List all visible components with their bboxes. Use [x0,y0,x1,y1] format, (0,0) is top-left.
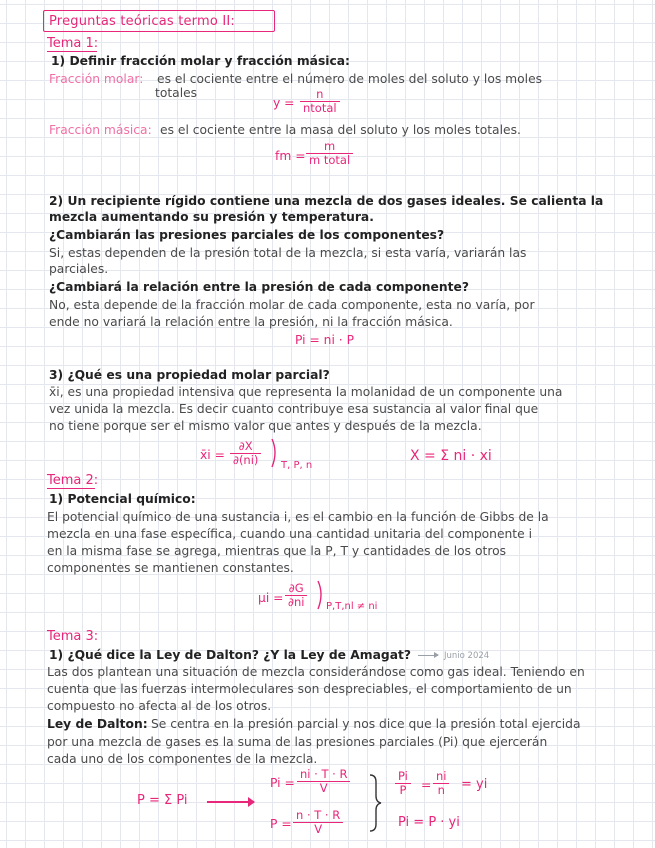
tema1-underline [47,51,97,52]
q3-formula-lhs: x̄i = [200,448,225,462]
q2-ans2-line2: ende no variará la relación entre la presión, ni la fracción másica. [49,315,453,329]
masica-label: Fracción másica: [49,123,152,137]
tema3-ans-line3: compuesto no afecta al de los otros. [47,699,272,713]
f-final: Pi = P · yi [398,815,460,830]
f-p-num: n · T · R [296,808,341,822]
q3-formula-paren [271,438,279,468]
q3-formula-sub: T, P, n [281,460,313,471]
tema2-formula-sub: P,T,nl ≠ ni [326,601,378,612]
tema2-ans-line3: en la misma fase se agrega, mientras que la P, T y cantidades de los otros [47,544,507,558]
dalton-line3: cada uno de los componentes de la mezcla. [47,752,318,766]
right-brace-icon [368,774,382,832]
tema2-formula-den: ∂ni [285,595,307,609]
tema3-label: Tema 3: [47,629,99,644]
tema2-formula-num: ∂G [288,581,304,595]
masica-formula-lhs: fm = [275,149,306,163]
q2-ans1-line2: parciales. [49,262,109,276]
masica-formula-num: m [323,139,336,153]
masica-def: es el cociente entre la masa del soluto y los moles totales. [160,123,521,137]
tema2-underline [47,488,95,489]
q3-formula-den: ∂(ni) [230,453,261,467]
molar-def-line2: totales [155,86,198,100]
page-title: Preguntas teóricas termo II: [43,10,275,32]
q2-heading-line2: mezcla aumentando su presión y temperatura. [49,210,374,224]
f-p-lhs: P = [270,817,292,831]
tema2-label: Tema 2: [47,473,99,488]
tema1-q1-heading: 1) Definir fracción molar y fracción másica: [51,54,350,68]
q3-ans-line3: no tiene porque ser el mismo valor que antes y después de la mezcla. [49,419,482,433]
dalton-line2: por una mezcla de gases es la suma de las presiones parciales (Pi) que ejercerán [47,735,548,749]
f-pi-lhs: Pi = [270,776,295,790]
f-ratio-fraction [395,770,411,797]
q3-formula2: X = Σ ni · xi [410,448,492,464]
f-ratio-result: = yi [461,777,488,792]
note-arrow-icon [418,655,438,656]
f-ratio-num: Pi [398,769,408,783]
f-ratio2-num: ni [436,769,447,783]
masica-formula-den: m total [306,153,353,167]
tema2-ans-line4: componentes se mantienen constantes. [47,561,294,575]
tema1-label: Tema 1: [47,36,99,51]
f-ratio-den: P [395,783,411,797]
f-pi-num: ni · T · R [300,767,348,781]
q2-heading-line1: 2) Un recipiente rígido contiene una mezcla de dos gases ideales. Se calienta la [49,194,604,208]
q3-formula-num: ∂X [238,439,253,453]
q3-ans-line2: vez unida la mezcla. Es decir cuanto contribuye esa sustancia al valor final que [49,402,539,416]
molar-formula-den: ntotal [300,101,340,115]
q2-ans1-line1: Si, estas dependen de la presión total de la mezcla, si esta varía, variarán las [49,246,527,260]
q2-formula: Pi = ni · P [295,333,355,347]
tema2-formula-lhs: μi = [258,591,284,605]
q2-sub2: ¿Cambiará la relación entre la presión de cada componente? [49,280,469,294]
tema2-formula-fraction [285,582,307,609]
f-pi-den: V [297,781,350,795]
tema3-note: Junio 2024 [444,651,490,661]
masica-formula-fraction [306,140,353,167]
q2-sub1: ¿Cambiarán las presiones parciales de los componentes? [49,228,445,242]
tema3-ans-line2: cuenta que las fuerzas intermoleculares son despreciables, el comportamiento de un [47,682,572,696]
arrow-icon [207,801,254,803]
molar-def-line1: es el cociente entre el número de moles del soluto y los moles [157,72,543,86]
tema2-q1-heading: 1) Potencial químico: [49,492,196,506]
f-p-fraction [293,809,343,836]
f-ratio2-fraction [433,770,449,797]
dalton-label: Ley de Dalton: [47,717,148,731]
tema2-ans-line1: El potencial químico de una sustancia i, es el cambio en la función de Gibbs de la [47,510,549,524]
q3-formula-fraction [230,440,261,467]
f-p-den: V [293,822,343,836]
f-ratio2-den: n [433,783,449,797]
dalton-line1: Se centra en la presión parcial y nos dice que la presión total ejercida [151,717,581,731]
molar-formula-fraction [300,88,340,115]
molar-formula-lhs: y = [273,96,295,110]
q3-ans-line1: x̄i, es una propiedad intensiva que representa la molanidad de un componente una [49,385,563,399]
tema2-ans-line2: mezcla en una fase específica, cuando una cantidad unitaria del componente i [47,527,533,541]
f-ratio-eq: = [421,778,432,792]
molar-label: Fracción molar: [49,72,144,86]
f-sum: P = Σ Pi [137,793,188,808]
f-pi-fraction [297,768,350,795]
tema3-ans-line1: Las dos plantean una situación de mezcla considerándose como gas ideal. Teniendo en [47,665,585,679]
molar-formula-num: n [316,87,324,101]
q3-heading: 3) ¿Qué es una propiedad molar parcial? [49,368,330,382]
q2-ans2-line1: No, esta depende de la fracción molar de cada componente, esta no varía, por [49,298,535,312]
tema3-q1-heading: 1) ¿Qué dice la Ley de Dalton? ¿Y la Ley de Amagat? [49,648,412,662]
tema2-formula-paren [317,580,325,610]
